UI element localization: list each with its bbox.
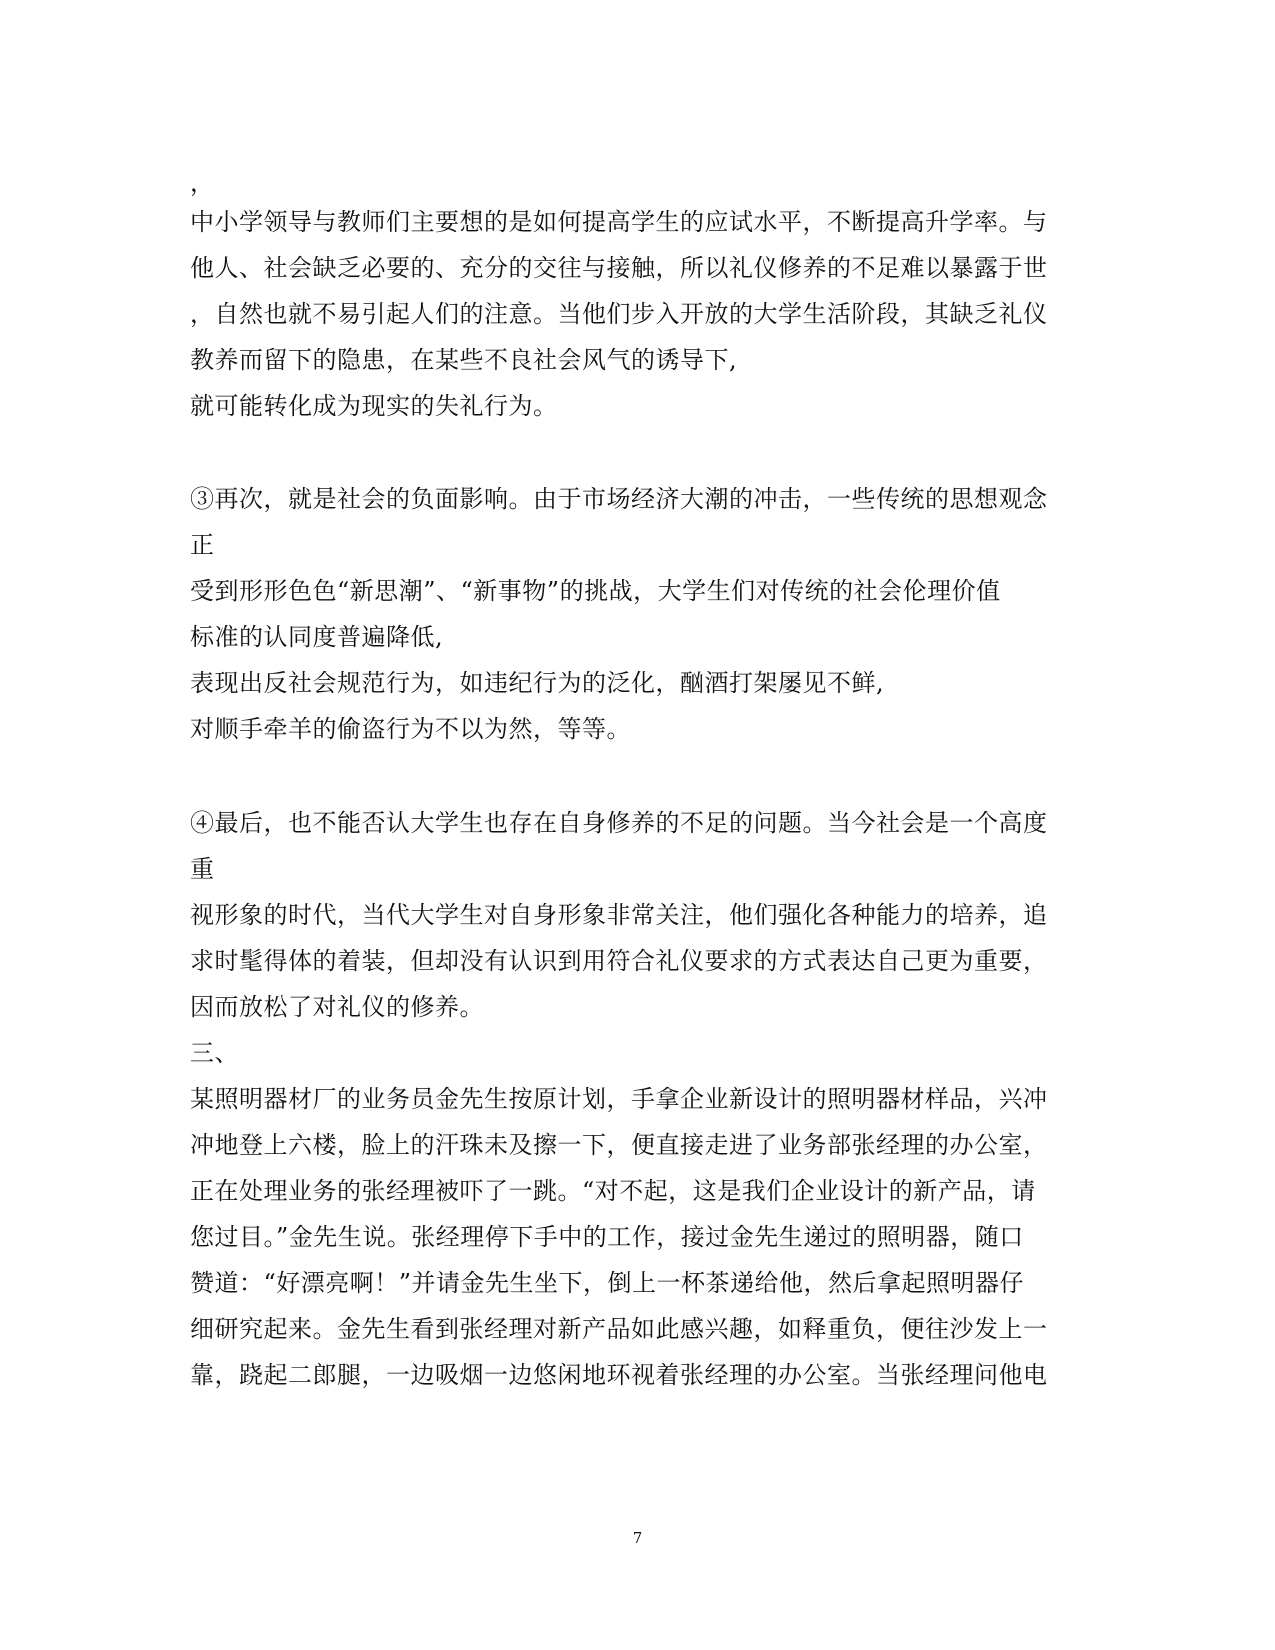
page-number: 7 xyxy=(632,1529,643,1547)
text-line: 正 xyxy=(190,531,215,559)
text-line: ， xyxy=(190,169,215,197)
text-line: 就可能转化成为现实的失礼行为。 xyxy=(190,392,558,420)
text-line: 表现出反社会规范行为，如违纪行为的泛化，酗酒打架屡见不鲜, xyxy=(190,669,885,697)
text-line: 对顺手牵羊的偷盗行为不以为然，等等。 xyxy=(190,715,631,743)
text-line: 赞道：“好漂亮啊！”并请金先生坐下，倒上一杯茶递给他，然后拿起照明器仔 xyxy=(190,1269,1025,1297)
text-line: 重 xyxy=(190,855,215,883)
text-line: 靠，跷起二郎腿，一边吸烟一边悠闲地环视着张经理的办公室。当张经理问他电 xyxy=(190,1361,1048,1389)
text-line: 求时髦得体的着装，但却没有认识到用符合礼仪要求的方式表达自己更为重要， xyxy=(190,947,1048,975)
text-line: 您过目。”金先生说。张经理停下手中的工作，接过金先生递过的照明器，随口 xyxy=(190,1223,1024,1251)
text-line: 标准的认同度普遍降低, xyxy=(190,623,444,651)
text-line: 他人、社会缺乏必要的、充分的交往与接触，所以礼仪修养的不足难以暴露于世 xyxy=(190,254,1048,282)
text-line: 正在处理业务的张经理被吓了一跳。“对不起，这是我们企业设计的新产品，请 xyxy=(190,1177,1036,1205)
text-line: 某照明器材厂的业务员金先生按原计划，手拿企业新设计的照明器材样品，兴冲 xyxy=(190,1085,1048,1113)
text-line: 细研究起来。金先生看到张经理对新产品如此感兴趣，如释重负，便往沙发上一 xyxy=(190,1315,1048,1343)
text-line: 视形象的时代，当代大学生对自身形象非常关注，他们强化各种能力的培养，追 xyxy=(190,901,1048,929)
text-line: ，自然也就不易引起人们的注意。当他们步入开放的大学生活阶段，其缺乏礼仪 xyxy=(190,300,1048,328)
section-heading: 三、 xyxy=(190,1039,239,1067)
text-line: 教养而留下的隐患，在某些不良社会风气的诱导下, xyxy=(190,346,738,374)
text-line: ④最后，也不能否认大学生也存在自身修养的不足的问题。当今社会是一个高度 xyxy=(190,809,1048,837)
text-line: 受到形形色色“新思潮”、“新事物”的挑战，大学生们对传统的社会伦理价值 xyxy=(190,577,1001,605)
text-line: 冲地登上六楼，脸上的汗珠未及擦一下，便直接走进了业务部张经理的办公室， xyxy=(190,1131,1048,1159)
text-line: 中小学领导与教师们主要想的是如何提高学生的应试水平，不断提高升学率。与 xyxy=(190,208,1048,236)
text-line: ③再次，就是社会的负面影响。由于市场经济大潮的冲击，一些传统的思想观念 xyxy=(190,485,1048,513)
text-line: 因而放松了对礼仪的修养。 xyxy=(190,993,484,1021)
